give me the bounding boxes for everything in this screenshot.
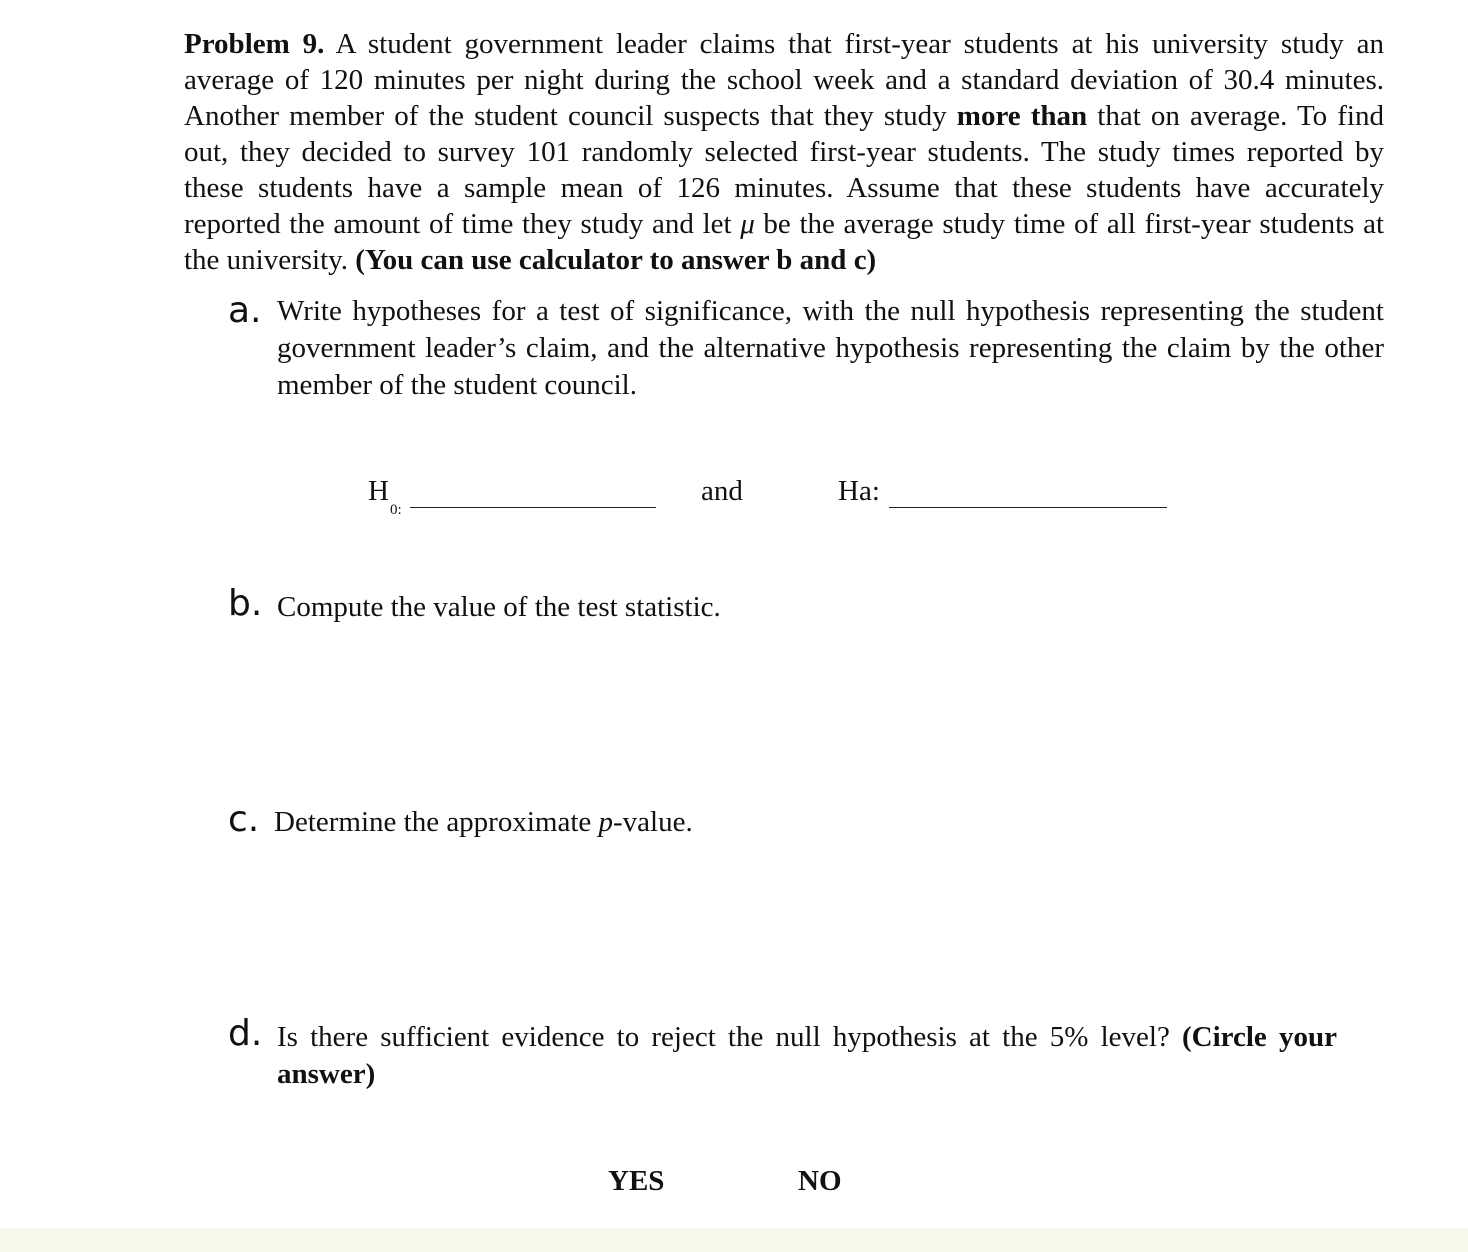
h0-subscript: 0: <box>390 502 402 518</box>
part-c-letter: c. <box>228 799 260 840</box>
part-c-text-1: Determine the approximate <box>274 806 599 838</box>
part-b-text: Compute the value of the test statistic. <box>277 591 721 623</box>
problem-text-1: A student government leader claims that first-year students at his university study an average of 120 minutes per night during the school week and a standard deviation of 30.4 minutes. Another member of the student council suspects that they study <box>184 28 1384 132</box>
bottom-margin-strip <box>0 1228 1468 1252</box>
problem-text-3: be the average study time of all first-year students at the university. <box>184 208 1385 276</box>
yes-option[interactable]: YES <box>608 1165 665 1197</box>
part-d-text <box>277 1019 1337 1093</box>
ha-label: Ha: <box>838 475 880 507</box>
problem-text-2: that on average. To find out, they decided to survey 101 randomly selected first-year students. The study times reported by these students have a sample mean of 126 minutes. Assume that these students have accurately reported the amount of time they study and let <box>184 100 1384 240</box>
ha-answer-blank[interactable] <box>889 507 1167 508</box>
problem-emphasis: more than <box>956 100 1088 132</box>
part-c-text-2: -value. <box>613 806 693 838</box>
part-d-question: Is there sufficient evidence to reject the null hypothesis at the 5% level? <box>277 1021 1182 1053</box>
part-a-letter: a. <box>228 290 262 331</box>
no-option[interactable]: NO <box>798 1165 842 1197</box>
part-d-letter: d. <box>228 1013 263 1054</box>
problem-label: Problem 9. <box>184 28 325 60</box>
problem-statement <box>184 26 1384 278</box>
mu-symbol: μ <box>740 208 755 240</box>
h0-label: H <box>368 475 389 507</box>
part-b-letter: b. <box>228 583 263 624</box>
p-symbol: p <box>598 806 614 838</box>
circle-note: (Circle your answer) <box>277 1021 1337 1090</box>
calculator-note: (You can use calculator to answer b and c) <box>355 244 877 276</box>
h0-answer-blank[interactable] <box>410 507 656 508</box>
part-c-text <box>274 804 693 841</box>
and-label: and <box>701 475 743 507</box>
part-a-text: Write hypotheses for a test of significance, with the null hypothesis representing the student government leader’s claim, and the alternative hypothesis representing the claim by the other member of the student council. <box>277 295 1384 401</box>
